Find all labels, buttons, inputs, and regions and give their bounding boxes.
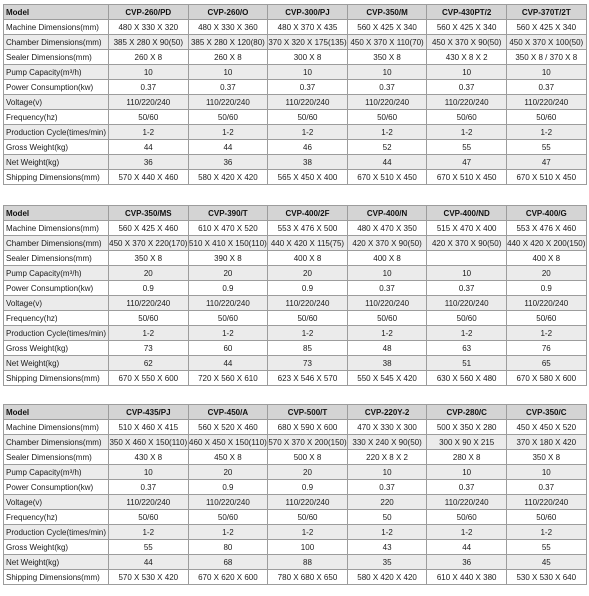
spec-value: 76 bbox=[506, 341, 586, 356]
spec-value: 50/60 bbox=[268, 311, 348, 326]
spec-value: 430 X 8 bbox=[109, 450, 189, 465]
spec-row bbox=[4, 221, 587, 236]
spec-value: 400 X 8 bbox=[268, 251, 348, 266]
model-name: CVP-260/PD bbox=[109, 5, 189, 20]
spec-value: 260 X 8 bbox=[109, 50, 189, 65]
spec-value: 85 bbox=[268, 341, 348, 356]
spec-table-2 bbox=[3, 205, 587, 386]
spec-value bbox=[427, 251, 507, 266]
model-name: CVP-350/MS bbox=[109, 206, 189, 221]
spec-value: 110/220/240 bbox=[109, 95, 189, 110]
spec-value: 110/220/240 bbox=[188, 495, 268, 510]
spec-table-1 bbox=[3, 4, 587, 185]
spec-label: Chamber Dimensions(mm) bbox=[4, 236, 109, 251]
spec-value: 430 X 8 X 2 bbox=[427, 50, 507, 65]
spec-label: Voltage(v) bbox=[4, 495, 109, 510]
spec-value: 350 X 8 bbox=[109, 251, 189, 266]
spec-row bbox=[4, 570, 587, 585]
spec-value: 0.37 bbox=[427, 281, 507, 296]
spec-value: 50/60 bbox=[188, 510, 268, 525]
spec-value: 46 bbox=[268, 140, 348, 155]
spec-value: 88 bbox=[268, 555, 348, 570]
spec-value: 670 X 510 X 450 bbox=[506, 170, 586, 185]
spec-value: 550 X 545 X 420 bbox=[347, 371, 427, 386]
header-row bbox=[4, 5, 587, 20]
spec-value: 63 bbox=[427, 341, 507, 356]
spec-row bbox=[4, 35, 587, 50]
spec-value: 400 X 8 bbox=[347, 251, 427, 266]
spec-value: 60 bbox=[188, 341, 268, 356]
spec-value: 610 X 470 X 520 bbox=[188, 221, 268, 236]
spec-row bbox=[4, 326, 587, 341]
spec-label: Machine Dimensions(mm) bbox=[4, 221, 109, 236]
spec-value: 220 X 8 X 2 bbox=[347, 450, 427, 465]
spec-value: 630 X 560 X 480 bbox=[427, 371, 507, 386]
spec-value: 110/220/240 bbox=[188, 296, 268, 311]
spec-value: 50/60 bbox=[188, 110, 268, 125]
spec-value: 51 bbox=[427, 356, 507, 371]
spec-value: 1-2 bbox=[188, 525, 268, 540]
spec-value: 780 X 680 X 650 bbox=[268, 570, 348, 585]
spec-row bbox=[4, 341, 587, 356]
spec-label: Power Consumption(kw) bbox=[4, 80, 109, 95]
spec-row bbox=[4, 296, 587, 311]
spec-label: Frequency(hz) bbox=[4, 510, 109, 525]
spec-value: 20 bbox=[268, 266, 348, 281]
spec-value: 560 X 520 X 460 bbox=[188, 420, 268, 435]
spec-value: 55 bbox=[506, 540, 586, 555]
spec-row bbox=[4, 155, 587, 170]
spec-value: 20 bbox=[188, 465, 268, 480]
model-name: CVP-450/A bbox=[188, 405, 268, 420]
spec-value: 0.37 bbox=[427, 480, 507, 495]
spec-value: 670 X 620 X 600 bbox=[188, 570, 268, 585]
spec-value: 44 bbox=[109, 555, 189, 570]
spec-value: 370 X 180 X 420 bbox=[506, 435, 586, 450]
spec-value: 450 X 370 X 110(70) bbox=[347, 35, 427, 50]
spec-label: Production Cycle(times/min) bbox=[4, 326, 109, 341]
spec-value: 35 bbox=[347, 555, 427, 570]
spec-value: 720 X 560 X 610 bbox=[188, 371, 268, 386]
spec-label: Sealer Dimensions(mm) bbox=[4, 251, 109, 266]
spec-value: 560 X 425 X 460 bbox=[109, 221, 189, 236]
spec-value: 20 bbox=[188, 266, 268, 281]
spec-value: 44 bbox=[188, 356, 268, 371]
spec-value: 1-2 bbox=[347, 525, 427, 540]
spec-value: 50/60 bbox=[109, 510, 189, 525]
spec-table-3 bbox=[3, 404, 587, 585]
spec-row bbox=[4, 80, 587, 95]
spec-value: 670 X 550 X 600 bbox=[109, 371, 189, 386]
spec-value: 44 bbox=[109, 140, 189, 155]
spec-value: 510 X 410 X 150(110) bbox=[188, 236, 268, 251]
spec-value: 300 X 8 bbox=[268, 50, 348, 65]
spec-value: 553 X 476 X 500 bbox=[268, 221, 348, 236]
spec-row bbox=[4, 555, 587, 570]
spec-value: 100 bbox=[268, 540, 348, 555]
spec-value: 110/220/240 bbox=[347, 296, 427, 311]
spec-value: 0.37 bbox=[188, 80, 268, 95]
spec-value: 1-2 bbox=[427, 326, 507, 341]
spec-value: 500 X 350 X 280 bbox=[427, 420, 507, 435]
spec-value: 10 bbox=[109, 65, 189, 80]
spec-value: 50/60 bbox=[506, 510, 586, 525]
spec-value: 385 X 280 X 120(80) bbox=[188, 35, 268, 50]
spec-value: 670 X 580 X 600 bbox=[506, 371, 586, 386]
spec-value: 570 X 530 X 420 bbox=[109, 570, 189, 585]
spec-value: 50 bbox=[347, 510, 427, 525]
spec-value: 110/220/240 bbox=[506, 296, 586, 311]
spec-value: 515 X 470 X 400 bbox=[427, 221, 507, 236]
spec-row bbox=[4, 20, 587, 35]
spec-value: 330 X 240 X 90(50) bbox=[347, 435, 427, 450]
spec-label: Sealer Dimensions(mm) bbox=[4, 450, 109, 465]
spec-value: 0.9 bbox=[188, 281, 268, 296]
spec-row bbox=[4, 170, 587, 185]
spec-label: Pump Capacity(m³/h) bbox=[4, 266, 109, 281]
model-name: CVP-370T/2T bbox=[506, 5, 586, 20]
spec-value: 50/60 bbox=[188, 311, 268, 326]
spec-row bbox=[4, 510, 587, 525]
spec-label: Voltage(v) bbox=[4, 296, 109, 311]
spec-value: 350 X 8 bbox=[506, 450, 586, 465]
spec-value: 1-2 bbox=[347, 125, 427, 140]
spec-value: 1-2 bbox=[427, 125, 507, 140]
spec-value: 1-2 bbox=[268, 525, 348, 540]
spec-value: 560 X 425 X 340 bbox=[506, 20, 586, 35]
spec-value: 10 bbox=[347, 266, 427, 281]
model-name: CVP-350/M bbox=[347, 5, 427, 20]
spec-label: Frequency(hz) bbox=[4, 110, 109, 125]
spec-value: 50/60 bbox=[427, 110, 507, 125]
spec-row bbox=[4, 125, 587, 140]
spec-value: 50/60 bbox=[347, 311, 427, 326]
spec-value: 110/220/240 bbox=[109, 296, 189, 311]
spec-value: 0.37 bbox=[506, 80, 586, 95]
spec-row bbox=[4, 311, 587, 326]
model-name: CVP-300/PJ bbox=[268, 5, 348, 20]
spec-value: 530 X 530 X 640 bbox=[506, 570, 586, 585]
spec-value: 1-2 bbox=[109, 326, 189, 341]
spec-value: 1-2 bbox=[506, 125, 586, 140]
spec-value: 110/220/240 bbox=[347, 95, 427, 110]
spec-value: 110/220/240 bbox=[268, 296, 348, 311]
spec-value: 110/220/240 bbox=[109, 495, 189, 510]
spec-row bbox=[4, 266, 587, 281]
spec-value: 670 X 510 X 450 bbox=[427, 170, 507, 185]
spec-value: 68 bbox=[188, 555, 268, 570]
spec-value: 260 X 8 bbox=[188, 50, 268, 65]
spec-row bbox=[4, 95, 587, 110]
spec-value: 0.37 bbox=[347, 480, 427, 495]
spec-label: Gross Weight(kg) bbox=[4, 140, 109, 155]
spec-value: 73 bbox=[109, 341, 189, 356]
model-name: CVP-400/ND bbox=[427, 206, 507, 221]
spec-row bbox=[4, 251, 587, 266]
spec-value: 0.9 bbox=[188, 480, 268, 495]
spec-value: 350 X 8 bbox=[347, 50, 427, 65]
spec-value: 1-2 bbox=[268, 125, 348, 140]
spec-value: 55 bbox=[506, 140, 586, 155]
spec-value: 280 X 8 bbox=[427, 450, 507, 465]
model-name: CVP-350/C bbox=[506, 405, 586, 420]
model-name: CVP-435/PJ bbox=[109, 405, 189, 420]
spec-label: Chamber Dimensions(mm) bbox=[4, 35, 109, 50]
spec-value: 110/220/240 bbox=[427, 495, 507, 510]
spec-label: Frequency(hz) bbox=[4, 311, 109, 326]
model-name: CVP-280/C bbox=[427, 405, 507, 420]
spec-value: 50/60 bbox=[506, 110, 586, 125]
spec-value: 0.9 bbox=[109, 281, 189, 296]
spec-value: 580 X 420 X 420 bbox=[188, 170, 268, 185]
spec-value: 300 X 90 X 215 bbox=[427, 435, 507, 450]
spec-label: Net Weight(kg) bbox=[4, 155, 109, 170]
spec-label: Sealer Dimensions(mm) bbox=[4, 50, 109, 65]
spec-value: 560 X 425 X 340 bbox=[347, 20, 427, 35]
spec-value: 36 bbox=[427, 555, 507, 570]
spec-label: Machine Dimensions(mm) bbox=[4, 420, 109, 435]
model-name: CVP-220Y-2 bbox=[347, 405, 427, 420]
spec-value: 50/60 bbox=[506, 311, 586, 326]
spec-value: 36 bbox=[109, 155, 189, 170]
spec-value: 0.37 bbox=[109, 480, 189, 495]
spec-value: 480 X 330 X 320 bbox=[109, 20, 189, 35]
spec-value: 65 bbox=[506, 356, 586, 371]
spec-value: 1-2 bbox=[506, 326, 586, 341]
spec-value: 10 bbox=[427, 65, 507, 80]
spec-value: 62 bbox=[109, 356, 189, 371]
spec-label: Pump Capacity(m³/h) bbox=[4, 65, 109, 80]
spec-label: Chamber Dimensions(mm) bbox=[4, 435, 109, 450]
spec-label: Shipping Dimensions(mm) bbox=[4, 371, 109, 386]
spec-value: 44 bbox=[188, 140, 268, 155]
spec-value: 1-2 bbox=[109, 525, 189, 540]
spec-value: 110/220/240 bbox=[188, 95, 268, 110]
model-header: Model bbox=[4, 206, 109, 221]
spec-row bbox=[4, 110, 587, 125]
spec-row bbox=[4, 420, 587, 435]
spec-value: 420 X 370 X 90(50) bbox=[347, 236, 427, 251]
spec-label: Production Cycle(times/min) bbox=[4, 125, 109, 140]
spec-value: 0.9 bbox=[268, 480, 348, 495]
spec-value: 1-2 bbox=[188, 125, 268, 140]
spec-label: Pump Capacity(m³/h) bbox=[4, 465, 109, 480]
spec-value: 500 X 8 bbox=[268, 450, 348, 465]
header-row bbox=[4, 206, 587, 221]
spec-value: 1-2 bbox=[268, 326, 348, 341]
spec-value: 50/60 bbox=[347, 110, 427, 125]
spec-value: 390 X 8 bbox=[188, 251, 268, 266]
spec-value: 370 X 320 X 175(135) bbox=[268, 35, 348, 50]
model-name: CVP-500/T bbox=[268, 405, 348, 420]
spec-value: 50/60 bbox=[268, 110, 348, 125]
spec-value: 10 bbox=[188, 65, 268, 80]
spec-row bbox=[4, 236, 587, 251]
spec-value: 350 X 460 X 150(110) bbox=[109, 435, 189, 450]
spec-value: 50/60 bbox=[109, 110, 189, 125]
model-header: Model bbox=[4, 5, 109, 20]
spec-value: 10 bbox=[109, 465, 189, 480]
spec-value: 48 bbox=[347, 341, 427, 356]
model-name: CVP-400/N bbox=[347, 206, 427, 221]
spec-row bbox=[4, 140, 587, 155]
model-name: CVP-260/O bbox=[188, 5, 268, 20]
spec-value: 470 X 330 X 300 bbox=[347, 420, 427, 435]
spec-value: 460 X 450 X 150(110) bbox=[188, 435, 268, 450]
spec-value: 480 X 470 X 350 bbox=[347, 221, 427, 236]
spec-value: 0.37 bbox=[506, 480, 586, 495]
spec-value: 110/220/240 bbox=[506, 95, 586, 110]
spec-label: Power Consumption(kw) bbox=[4, 281, 109, 296]
spec-row bbox=[4, 50, 587, 65]
spec-value: 450 X 370 X 220(170) bbox=[109, 236, 189, 251]
spec-value: 110/220/240 bbox=[506, 495, 586, 510]
spec-value: 580 X 420 X 420 bbox=[347, 570, 427, 585]
spec-value: 36 bbox=[188, 155, 268, 170]
spec-value: 450 X 8 bbox=[188, 450, 268, 465]
spec-value: 110/220/240 bbox=[268, 495, 348, 510]
spec-value: 110/220/240 bbox=[427, 95, 507, 110]
spec-value: 110/220/240 bbox=[427, 296, 507, 311]
spec-value: 610 X 440 X 380 bbox=[427, 570, 507, 585]
spec-row bbox=[4, 281, 587, 296]
spec-value: 440 X 420 X 115(75) bbox=[268, 236, 348, 251]
spec-value: 20 bbox=[109, 266, 189, 281]
spec-value: 73 bbox=[268, 356, 348, 371]
spec-row bbox=[4, 371, 587, 386]
model-name: CVP-400/2F bbox=[268, 206, 348, 221]
spec-value: 52 bbox=[347, 140, 427, 155]
spec-value: 20 bbox=[506, 266, 586, 281]
spec-value: 0.9 bbox=[268, 281, 348, 296]
spec-value: 1-2 bbox=[506, 525, 586, 540]
spec-label: Net Weight(kg) bbox=[4, 356, 109, 371]
spec-value: 1-2 bbox=[188, 326, 268, 341]
spec-label: Gross Weight(kg) bbox=[4, 341, 109, 356]
spec-row bbox=[4, 356, 587, 371]
spec-value: 0.37 bbox=[109, 80, 189, 95]
spec-value: 1-2 bbox=[109, 125, 189, 140]
spec-label: Power Consumption(kw) bbox=[4, 480, 109, 495]
spec-value: 47 bbox=[506, 155, 586, 170]
spec-value: 0.37 bbox=[347, 80, 427, 95]
spec-value: 10 bbox=[506, 65, 586, 80]
spec-value: 1-2 bbox=[427, 525, 507, 540]
spec-value: 570 X 440 X 460 bbox=[109, 170, 189, 185]
spec-value: 45 bbox=[506, 555, 586, 570]
header-row bbox=[4, 405, 587, 420]
spec-value: 10 bbox=[268, 65, 348, 80]
spec-value: 680 X 590 X 600 bbox=[268, 420, 348, 435]
spec-row bbox=[4, 435, 587, 450]
spec-value: 50/60 bbox=[268, 510, 348, 525]
spec-value: 450 X 370 X 100(50) bbox=[506, 35, 586, 50]
spec-value: 10 bbox=[347, 65, 427, 80]
model-header: Model bbox=[4, 405, 109, 420]
spec-value: 400 X 8 bbox=[506, 251, 586, 266]
spec-value: 450 X 370 X 90(50) bbox=[427, 35, 507, 50]
spec-value: 480 X 370 X 435 bbox=[268, 20, 348, 35]
spec-value: 50/60 bbox=[427, 311, 507, 326]
spec-value: 0.37 bbox=[347, 281, 427, 296]
spec-row bbox=[4, 450, 587, 465]
spec-value: 0.37 bbox=[427, 80, 507, 95]
spec-value: 80 bbox=[188, 540, 268, 555]
spec-value: 50/60 bbox=[427, 510, 507, 525]
spec-value: 385 X 280 X 90(50) bbox=[109, 35, 189, 50]
spec-value: 623 X 546 X 570 bbox=[268, 371, 348, 386]
spec-label: Shipping Dimensions(mm) bbox=[4, 570, 109, 585]
spec-value: 440 X 420 X 200(150) bbox=[506, 236, 586, 251]
spec-label: Machine Dimensions(mm) bbox=[4, 20, 109, 35]
spec-value: 10 bbox=[506, 465, 586, 480]
spec-value: 570 X 370 X 200(150) bbox=[268, 435, 348, 450]
spec-value: 10 bbox=[427, 465, 507, 480]
spec-value: 350 X 8 / 370 X 8 bbox=[506, 50, 586, 65]
spec-value: 10 bbox=[347, 465, 427, 480]
spec-label: Shipping Dimensions(mm) bbox=[4, 170, 109, 185]
spec-value: 38 bbox=[347, 356, 427, 371]
spec-value: 110/220/240 bbox=[268, 95, 348, 110]
spec-row bbox=[4, 465, 587, 480]
spec-label: Voltage(v) bbox=[4, 95, 109, 110]
spec-value: 43 bbox=[347, 540, 427, 555]
spec-value: 1-2 bbox=[347, 326, 427, 341]
spec-row bbox=[4, 540, 587, 555]
model-name: CVP-430PT/2 bbox=[427, 5, 507, 20]
spec-value: 480 X 330 X 360 bbox=[188, 20, 268, 35]
spec-value: 44 bbox=[427, 540, 507, 555]
spec-value: 0.9 bbox=[506, 281, 586, 296]
spec-row bbox=[4, 495, 587, 510]
spec-value: 55 bbox=[109, 540, 189, 555]
spec-value: 47 bbox=[427, 155, 507, 170]
spec-value: 20 bbox=[268, 465, 348, 480]
spec-value: 560 X 425 X 340 bbox=[427, 20, 507, 35]
spec-value: 10 bbox=[427, 266, 507, 281]
spec-value: 450 X 450 X 520 bbox=[506, 420, 586, 435]
model-name: CVP-400/G bbox=[506, 206, 586, 221]
spec-value: 55 bbox=[427, 140, 507, 155]
spec-value: 553 X 476 X 460 bbox=[506, 221, 586, 236]
spec-value: 565 X 450 X 400 bbox=[268, 170, 348, 185]
spec-label: Net Weight(kg) bbox=[4, 555, 109, 570]
spec-value: 38 bbox=[268, 155, 348, 170]
spec-row bbox=[4, 65, 587, 80]
spec-value: 420 X 370 X 90(50) bbox=[427, 236, 507, 251]
spec-row bbox=[4, 525, 587, 540]
spec-value: 220 bbox=[347, 495, 427, 510]
spec-label: Gross Weight(kg) bbox=[4, 540, 109, 555]
spec-value: 510 X 460 X 415 bbox=[109, 420, 189, 435]
spec-value: 44 bbox=[347, 155, 427, 170]
spec-value: 670 X 510 X 450 bbox=[347, 170, 427, 185]
model-name: CVP-390/T bbox=[188, 206, 268, 221]
spec-value: 0.37 bbox=[268, 80, 348, 95]
spec-label: Production Cycle(times/min) bbox=[4, 525, 109, 540]
spec-value: 50/60 bbox=[109, 311, 189, 326]
spec-row bbox=[4, 480, 587, 495]
